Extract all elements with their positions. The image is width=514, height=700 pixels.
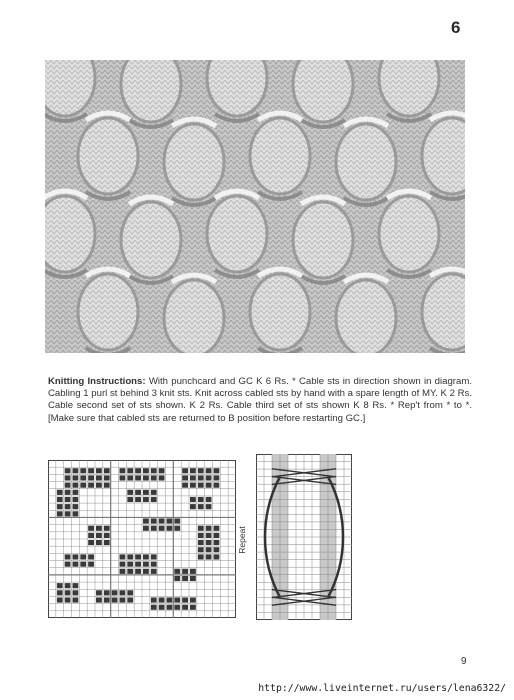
punched-hole [65,468,71,473]
instructions-text: With punchcard and GC K 6 Rs. * Cable sts in direction shown in diagram. Cabling 1 purl st behind 3 knit sts. Knit across cabled sts by hand with a spare length of MY. K 2 Rs. Cable second set of sts shown. K 2 Rs. Cable third set of sts shown K 8 Rs. * Rep't from * to *. [Make sure that cabled sts are returned to B position before restarting GC.] [48,376,472,424]
punched-hole [198,475,204,480]
punched-hole [57,497,63,502]
punched-hole [104,590,110,595]
punched-hole [174,605,180,610]
punched-hole [206,554,212,559]
punched-hole [143,518,149,523]
punched-hole [57,583,63,588]
punched-hole [159,468,165,473]
punched-hole [135,554,141,559]
cable-oval [121,60,181,122]
punched-hole [127,468,133,473]
punched-hole [206,475,212,480]
knitting-instructions [48,376,472,425]
cable-oval [379,196,439,272]
punched-hole [127,597,133,602]
punched-hole [214,526,220,531]
punched-hole [206,547,212,552]
punched-hole [112,597,118,602]
punched-hole [112,590,118,595]
punched-hole [190,605,196,610]
punched-hole [190,497,196,502]
punched-hole [65,504,71,509]
punched-hole [96,540,102,545]
punched-hole [190,597,196,602]
punched-hole [167,526,173,531]
punched-hole [57,597,63,602]
punched-hole [88,554,94,559]
punched-hole [80,554,86,559]
punched-hole [143,490,149,495]
punched-hole [151,597,157,602]
cable-oval [121,202,181,278]
punched-hole [120,569,126,574]
punched-hole [65,483,71,488]
punched-hole [198,533,204,538]
punched-hole [190,475,196,480]
punched-hole [73,504,79,509]
cable-oval [336,124,396,200]
page-number-bottom: 9 [461,656,467,667]
punched-hole [73,468,79,473]
knit-swatch-photo [45,60,465,353]
instructions-lead: Knitting Instructions: [48,376,146,387]
punched-hole [88,475,94,480]
cable-oval [45,196,95,272]
punched-hole [174,576,180,581]
punched-hole [206,504,212,509]
punched-hole [120,590,126,595]
punched-hole [143,526,149,531]
punched-hole [151,475,157,480]
punched-hole [190,468,196,473]
punched-hole [127,569,133,574]
punched-hole [80,562,86,567]
punched-hole [135,490,141,495]
punched-hole [182,475,188,480]
punched-hole [214,533,220,538]
punched-hole [167,597,173,602]
punched-hole [88,533,94,538]
punched-hole [214,547,220,552]
cable-oval [207,196,267,272]
punched-hole [120,562,126,567]
punched-hole [135,562,141,567]
punched-hole [206,540,212,545]
punched-hole [88,483,94,488]
punched-hole [198,497,204,502]
punched-hole [159,526,165,531]
repeat-label-text: Repeat [237,526,247,554]
punched-hole [151,569,157,574]
punched-hole [190,569,196,574]
punched-hole [135,497,141,502]
punched-hole [214,483,220,488]
cable-oval [78,118,138,194]
punched-hole [159,605,165,610]
punched-hole [143,475,149,480]
punched-hole [214,554,220,559]
punched-hole [206,483,212,488]
punch-card-chart [48,460,236,618]
punched-hole [57,504,63,509]
punched-hole [73,483,79,488]
punched-hole [96,475,102,480]
cable-diagram [256,454,352,620]
punched-hole [143,468,149,473]
punched-hole [135,569,141,574]
punched-hole [143,562,149,567]
repeat-label [228,500,256,580]
punched-hole [104,468,110,473]
punched-hole [80,475,86,480]
punched-hole [65,597,71,602]
punched-hole [127,590,133,595]
punched-hole [120,475,126,480]
punched-hole [127,490,133,495]
punched-hole [73,490,79,495]
punched-hole [96,533,102,538]
punched-hole [206,497,212,502]
punched-hole [143,569,149,574]
punched-hole [174,597,180,602]
source-url: http://www.liveinternet.ru/users/lena6322/ [258,683,506,694]
punched-hole [96,597,102,602]
punched-hole [174,518,180,523]
punched-hole [73,497,79,502]
punched-hole [182,483,188,488]
punched-hole [57,511,63,516]
cable-oval [336,280,396,353]
punched-hole [198,468,204,473]
punched-hole [206,468,212,473]
punched-hole [73,583,79,588]
punched-hole [88,526,94,531]
cable-oval [250,274,310,350]
punched-hole [135,468,141,473]
punched-hole [127,554,133,559]
punched-hole [127,475,133,480]
punched-hole [73,554,79,559]
punched-hole [88,562,94,567]
punched-hole [206,533,212,538]
punched-hole [65,554,71,559]
punched-hole [135,475,141,480]
punched-hole [88,540,94,545]
punched-hole [151,490,157,495]
punched-hole [104,533,110,538]
punched-hole [120,597,126,602]
punched-hole [151,518,157,523]
punched-hole [96,526,102,531]
cable-oval [250,118,310,194]
punched-hole [182,468,188,473]
punched-hole [174,569,180,574]
punched-hole [57,590,63,595]
punched-hole [190,483,196,488]
punched-hole [65,497,71,502]
punched-hole [167,605,173,610]
punched-hole [80,483,86,488]
punched-hole [65,562,71,567]
punched-hole [151,562,157,567]
punched-hole [73,590,79,595]
cable-oval [293,202,353,278]
punched-hole [190,576,196,581]
cable-oval [293,60,353,122]
punched-hole [80,468,86,473]
punched-hole [151,526,157,531]
punched-hole [104,475,110,480]
punched-hole [206,526,212,531]
punched-hole [65,590,71,595]
punched-hole [96,483,102,488]
punched-hole [151,497,157,502]
punched-hole [96,468,102,473]
punched-hole [104,526,110,531]
cable-oval [164,280,224,353]
punched-hole [214,540,220,545]
punched-hole [182,576,188,581]
punched-hole [182,569,188,574]
punched-hole [182,605,188,610]
punched-hole [143,497,149,502]
punched-hole [104,483,110,488]
punched-hole [151,468,157,473]
punched-hole [73,511,79,516]
punched-hole [198,554,204,559]
punched-hole [198,504,204,509]
punched-hole [57,490,63,495]
punched-hole [127,497,133,502]
punched-hole [198,547,204,552]
page-number-top: 6 [451,18,461,37]
punched-hole [198,483,204,488]
punched-hole [190,504,196,509]
punched-hole [174,526,180,531]
punched-hole [104,597,110,602]
punched-hole [120,468,126,473]
punched-hole [198,540,204,545]
punched-hole [73,597,79,602]
punched-hole [65,475,71,480]
punched-hole [159,475,165,480]
punched-hole [159,597,165,602]
punched-hole [214,475,220,480]
punched-hole [127,562,133,567]
cable-oval [78,274,138,350]
punched-hole [73,475,79,480]
punched-hole [73,562,79,567]
punched-hole [214,468,220,473]
punched-hole [143,554,149,559]
punched-hole [198,526,204,531]
punched-hole [65,583,71,588]
punched-hole [151,554,157,559]
punched-hole [96,590,102,595]
punched-hole [182,597,188,602]
punched-hole [88,468,94,473]
cable-oval [164,124,224,200]
punched-hole [104,540,110,545]
punched-hole [65,511,71,516]
punched-hole [65,490,71,495]
punched-hole [120,554,126,559]
punched-hole [167,518,173,523]
punched-hole [159,518,165,523]
punched-hole [151,605,157,610]
